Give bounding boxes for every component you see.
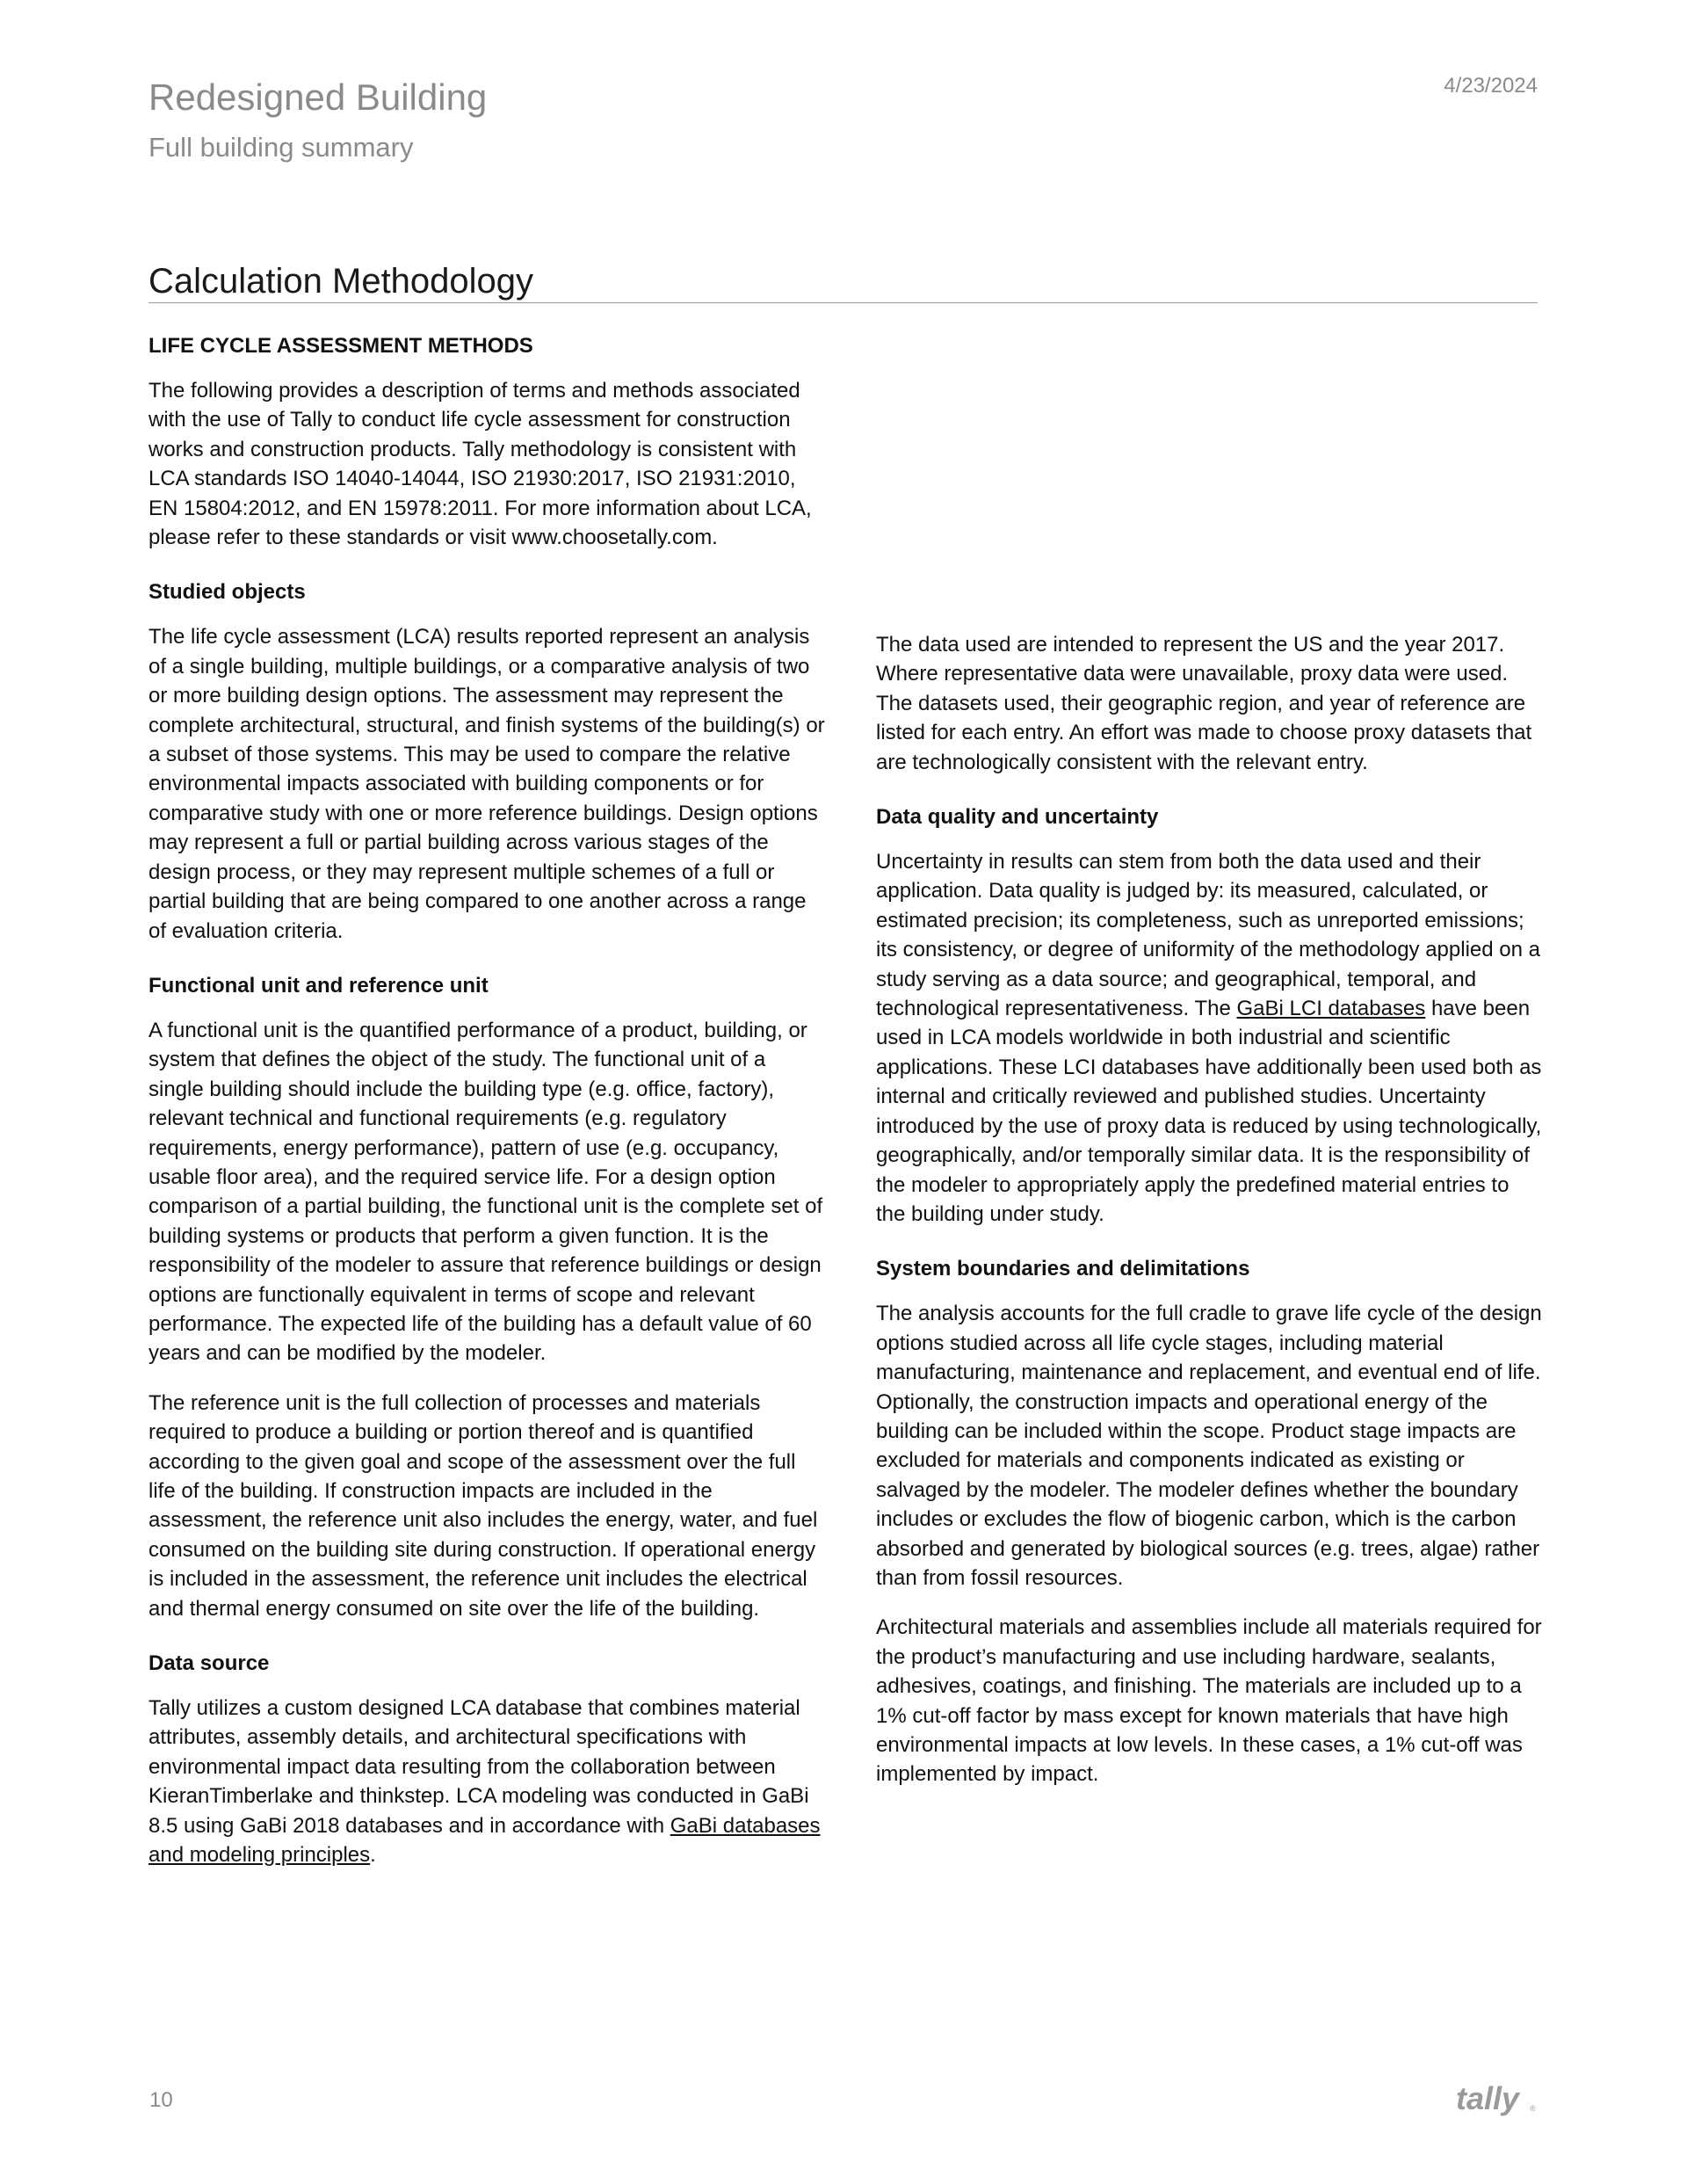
logo-wordmark: tally (1456, 2080, 1520, 2116)
logo-registered-mark: ® (1530, 2104, 1536, 2113)
gabi-databases-link[interactable]: GaBi databases and modeling principles (148, 1813, 821, 1868)
left-column (148, 332, 825, 1869)
functional-unit-heading: Functional unit and reference unit (148, 973, 489, 998)
functional-unit-paragraph: A functional unit is the quantified performance of a product, building, or system that defines the object of the study. The functional unit of a single building should include the building type (e.g. office, factory), relevant technical and functional requirements (e.g. regulatory requirements, energy performance), pattern of use (e.g. occupancy, usable floor area), and the required service life. For a design option comparison of a partial building, the functional unit is the complete set of building systems or products that perform a given function. It is the responsibility of the modeler to assure that reference buildings or design options are functionally equivalent in terms of scope and relevant performance. The expected life of the building has a default value of 60 years and can be modified by the modeler. (148, 1018, 823, 1366)
data-source-heading: Data source (148, 1651, 270, 1676)
studied-objects-paragraph: The life cycle assessment (LCA) results reported represent an analysis of a single building, multiple buildings, or a comparative analysis of two or more building design options. The assessment may represent the complete architectural, structural, and finish systems of the building(s) or a subset of those systems. This may be used to compare the relative environmental impacts associated with building components or for comparative study with one or more reference buildings. Design options may represent a full or partial building across various stages of the design process, or they may represent multiple schemes of a full or partial building that are being compared to one another across a range of evaluation criteria. (148, 625, 825, 943)
system-boundaries-paragraph: The analysis accounts for the full cradle to grave life cycle of the design options studied across all life cycle stages, including material manufacturing, maintenance and replacement, and eventual end of life. Optionally, the construction impacts and operational energy of the building can be included within the scope. Product stage impacts are excluded for materials and components indicated as existing or salvaged by the modeler. The modeler defines whether the boundary includes or excludes the flow of biogenic carbon, which is the carbon absorbed and generated by biological sources (e.g. trees, algae) rather than from fossil resources. (876, 1302, 1542, 1590)
lca-methods-paragraph: The following provides a description of terms and methods associated with the use of Tally to conduct life cycle assessment for construction works and construction products. Tally methodology is consistent with LCA standards ISO 14040-14044, ISO 21930:2017, ISO 21931:2010, EN 15804:2012, and EN 15978:2011. For more information about LCA, please refer to these standards or visit www.choosetally.com. (148, 379, 812, 550)
data-quality-text-end: have been used in LCA models worldwide in both industrial and scientific applications. These LCI databases have additionally been used both as internal and critically reviewed and published studies. Uncertainty introduced by the use of proxy data is reduced by using technologically, geographically, and/or temporally similar data. It is the responsibility of the modeler to appropriately apply the predefined material entries to the building under study. (876, 997, 1542, 1226)
data-source-end: . (370, 1843, 376, 1868)
reference-unit-paragraph: The reference unit is the full collection of processes and materials required to produce a building or portion thereof and is quantified according to the given goal and scope of the assessment over the full life of the building. If construction impacts are included in the assessment, the reference unit also includes the energy, water, and fuel consumed on the building site during construction. If operational energy is included in the assessment, the reference unit includes the electrical and thermal energy consumed on site over the life of the building. (148, 1390, 818, 1621)
studied-objects-heading: Studied objects (148, 580, 306, 605)
document-subtitle: Full building summary (148, 132, 414, 163)
document-date: 4/23/2024 (1444, 74, 1538, 98)
lca-methods-heading: LIFE CYCLE ASSESSMENT METHODS (148, 334, 533, 358)
tally-logo (1454, 2076, 1538, 2120)
data-source-paragraph (148, 1694, 825, 1869)
section-title: Calculation Methodology (148, 262, 534, 301)
section-divider (148, 302, 1538, 303)
right-column (876, 630, 1544, 1789)
gabi-lci-databases-link[interactable]: GaBi LCI databases (1236, 997, 1426, 1021)
system-boundaries-heading: System boundaries and delimitations (876, 1257, 1250, 1281)
data-quality-paragraph (876, 847, 1544, 1229)
architectural-materials-paragraph: Architectural materials and assemblies include all materials required for the product’s manufacturing and use including hardware, sealants, adhesives, coatings, and finishing. The materials are included up to a 1% cut-off factor by mass except for known materials that have high environmental impacts at low levels. In these cases, a 1% cut-off was implemented by impact. (876, 1615, 1542, 1787)
data-quality-heading: Data quality and uncertainty (876, 805, 1159, 830)
page-number: 10 (149, 2088, 173, 2112)
data-quality-text-start: Uncertainty in results can stem from both the data used and their application. Data quality is judged by: its measured, calculated, or estimated precision; its completeness, such as unreported emissions; its consistency, or degree of uniformity of the methodology applied on a study serving as a data source; and geographical, temporal, and technological representativeness. The (876, 850, 1540, 1021)
document-title: Redesigned Building (148, 76, 488, 118)
data-representation-paragraph: The data used are intended to represent the US and the year 2017. Where representative data were unavailable, proxy data were used. The datasets used, their geographic region, and year of reference are listed for each entry. An effort was made to choose proxy datasets that are technologically consistent with the relevant entry. (876, 633, 1532, 774)
data-source-text: Tally utilizes a custom designed LCA database that combines material attributes, assembly details, and architectural specifications with environmental impact data resulting from the collaboration between KieranTimberlake and thinkstep. LCA modeling was conducted in GaBi 8.5 using GaBi 2018 databases and in accordance with (148, 1696, 809, 1838)
